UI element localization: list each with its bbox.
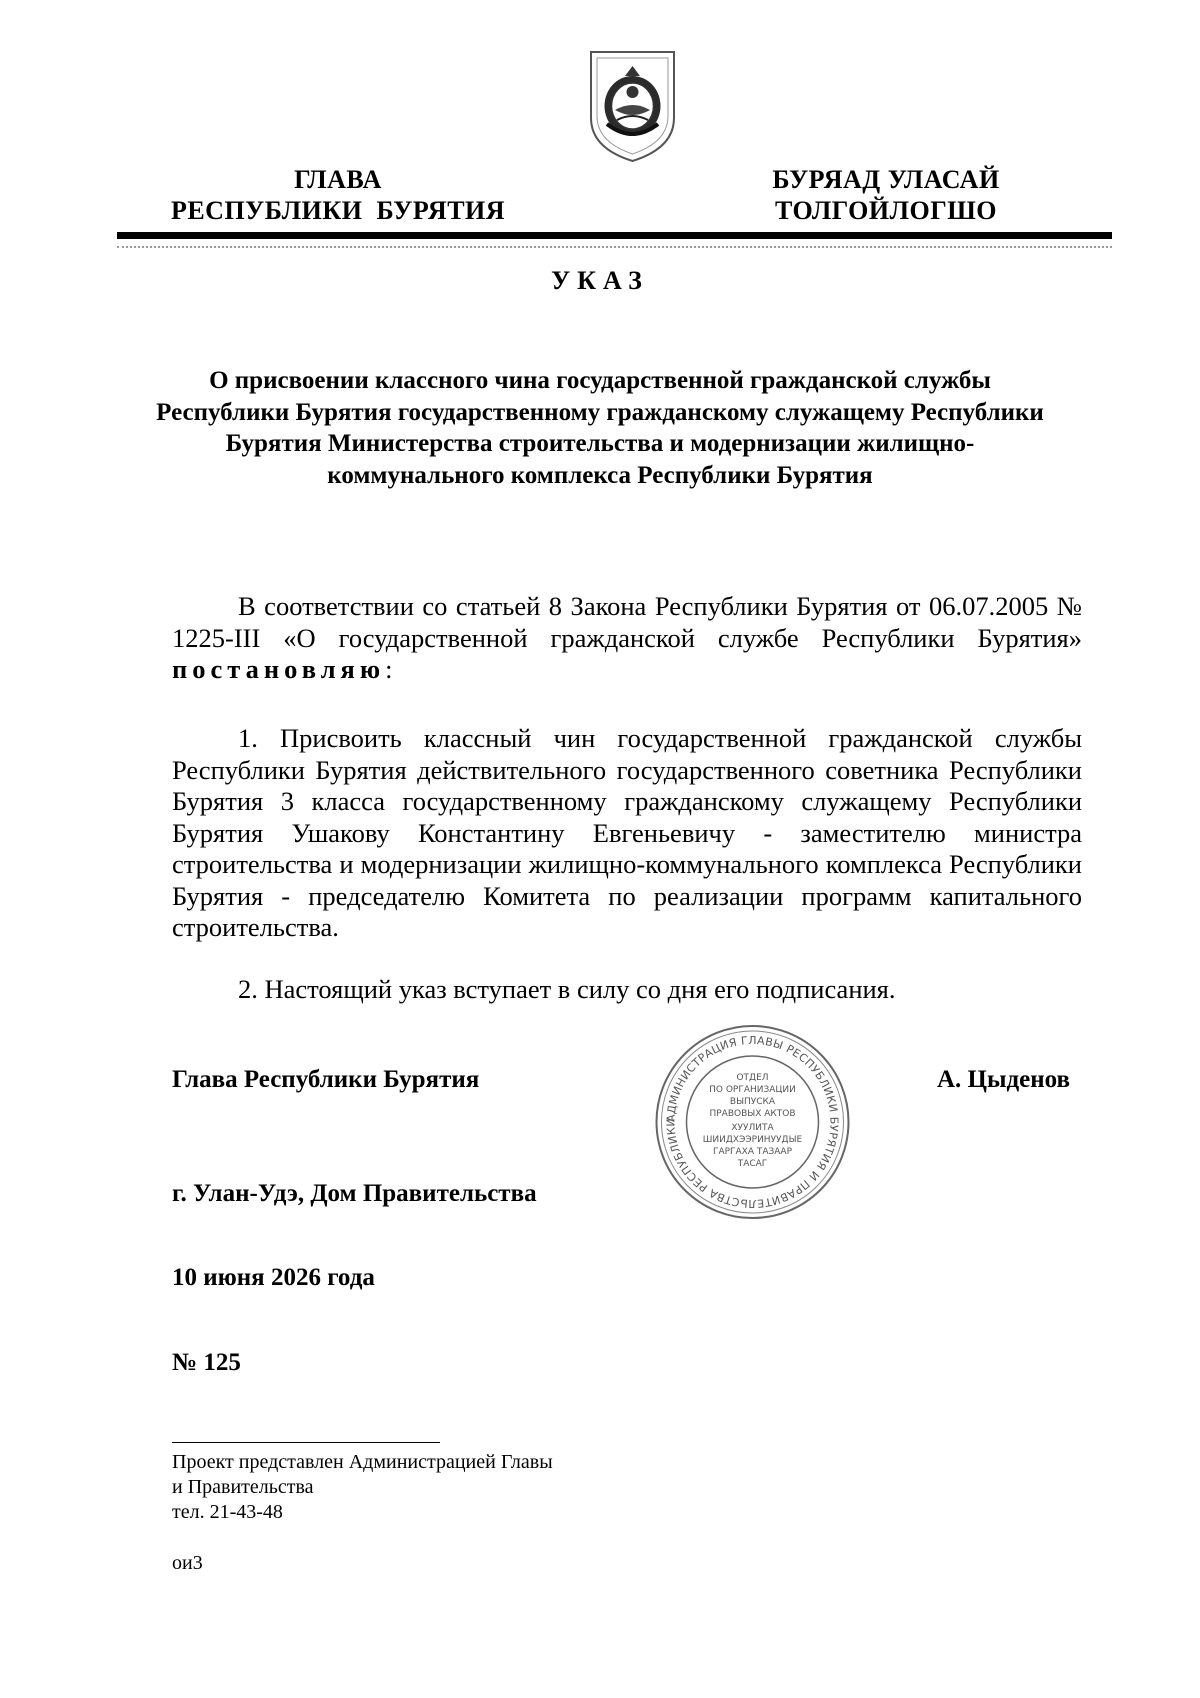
decree-word: постановляю (172, 654, 386, 684)
svg-text:АДМИНИСТРАЦИЯ ГЛАВЫ РЕСПУБЛИКИ: АДМИНИСТРАЦИЯ ГЛАВЫ РЕСПУБЛИКИ БУРЯТИЯ И ПРАВИТЕЛЬСТВА РЕСПУБЛИКИ (664, 1033, 841, 1211)
preamble (172, 591, 1082, 686)
svg-text:ХУУЛИТА: ХУУЛИТА (731, 1123, 774, 1133)
issuer-title-bua (736, 164, 1036, 226)
header-divider (117, 232, 1112, 239)
svg-text:ШИИДХЭЭРИНУУДЫЕ: ШИИДХЭЭРИНУУДЫЕ (702, 1135, 803, 1145)
signing-date: 10 июня 2026 года (172, 1264, 375, 1291)
issuer-line-2-bua: ТОЛГОЙЛОГШО (774, 196, 998, 225)
svg-text:ТАСАГ: ТАСАГ (737, 1159, 768, 1169)
header-divider-dotted (117, 246, 1112, 248)
preamble-colon: : (385, 654, 393, 684)
preamble-text: В соответствии со статьей 8 Закона Республики Бурятия от 06.07.2005 № 1225-III «О государственной гражданской службе Республики Бурятия» (172, 591, 1082, 653)
svg-text:ПО ОРГАНИЗАЦИИ: ПО ОРГАНИЗАЦИИ (709, 1085, 796, 1095)
footnote-line-3: тел. 21-43-48 (172, 1501, 283, 1523)
decree-item-1: 1. Присвоить классный чин государственной гражданской службы Республики Бурятия действительного государственного советника Республики Бурятия 3 класса государственному гражданскому служащему Республики Бурятия Ушакову Константину Евгеньевичу - заместителю министра строительства и модернизации жилищно-коммунального комплекса Республики Бурятия - председателю Комитета по реализации программ капитального строительства. (172, 723, 1082, 942)
issuer-title-ru (148, 164, 528, 226)
signing-place: г. Улан-Удэ, Дом Правительства (172, 1180, 537, 1207)
svg-text:ПРАВОВЫХ АКТОВ: ПРАВОВЫХ АКТОВ (709, 1109, 796, 1119)
svg-text:ОТДЕЛ: ОТДЕЛ (736, 1073, 769, 1083)
footnote-line-2: и Правительства (172, 1476, 314, 1498)
footnote-divider (172, 1442, 440, 1443)
issuer-line-1-bua: БУРЯАД УЛАСАЙ (772, 165, 1000, 194)
document-type: УКАЗ (551, 266, 649, 295)
executor-code: ои3 (172, 1552, 203, 1574)
coat-of-arms-icon (585, 48, 680, 164)
footnote-line-1: Проект представлен Администрацией Главы (172, 1451, 553, 1473)
document-title: О присвоении классного чина государственной гражданской службы Республики Бурятия государственному гражданскому служащему Республики Бурятия Министерства строительства и модернизации жилищно-коммунального комплекса Республики Бурятия (156, 367, 1044, 489)
issuer-line-1: ГЛАВА (294, 165, 382, 194)
signatory-position: Глава Республики Бурятия (172, 1066, 480, 1093)
decree-item-2: 2. Настоящий указ вступает в силу со дня его подписания. (238, 974, 896, 1004)
svg-text:ГАРГАХА ТАЗААР: ГАРГАХА ТАЗААР (712, 1147, 793, 1157)
issuer-line-2: РЕСПУБЛИКИ БУРЯТИЯ (170, 196, 506, 225)
official-stamp-icon (645, 1022, 860, 1222)
footnote (172, 1450, 553, 1525)
document-number: № 125 (172, 1349, 241, 1376)
svg-text:ВЫПУСКА: ВЫПУСКА (729, 1097, 776, 1107)
signatory-name: А. Цыденов (937, 1066, 1071, 1093)
